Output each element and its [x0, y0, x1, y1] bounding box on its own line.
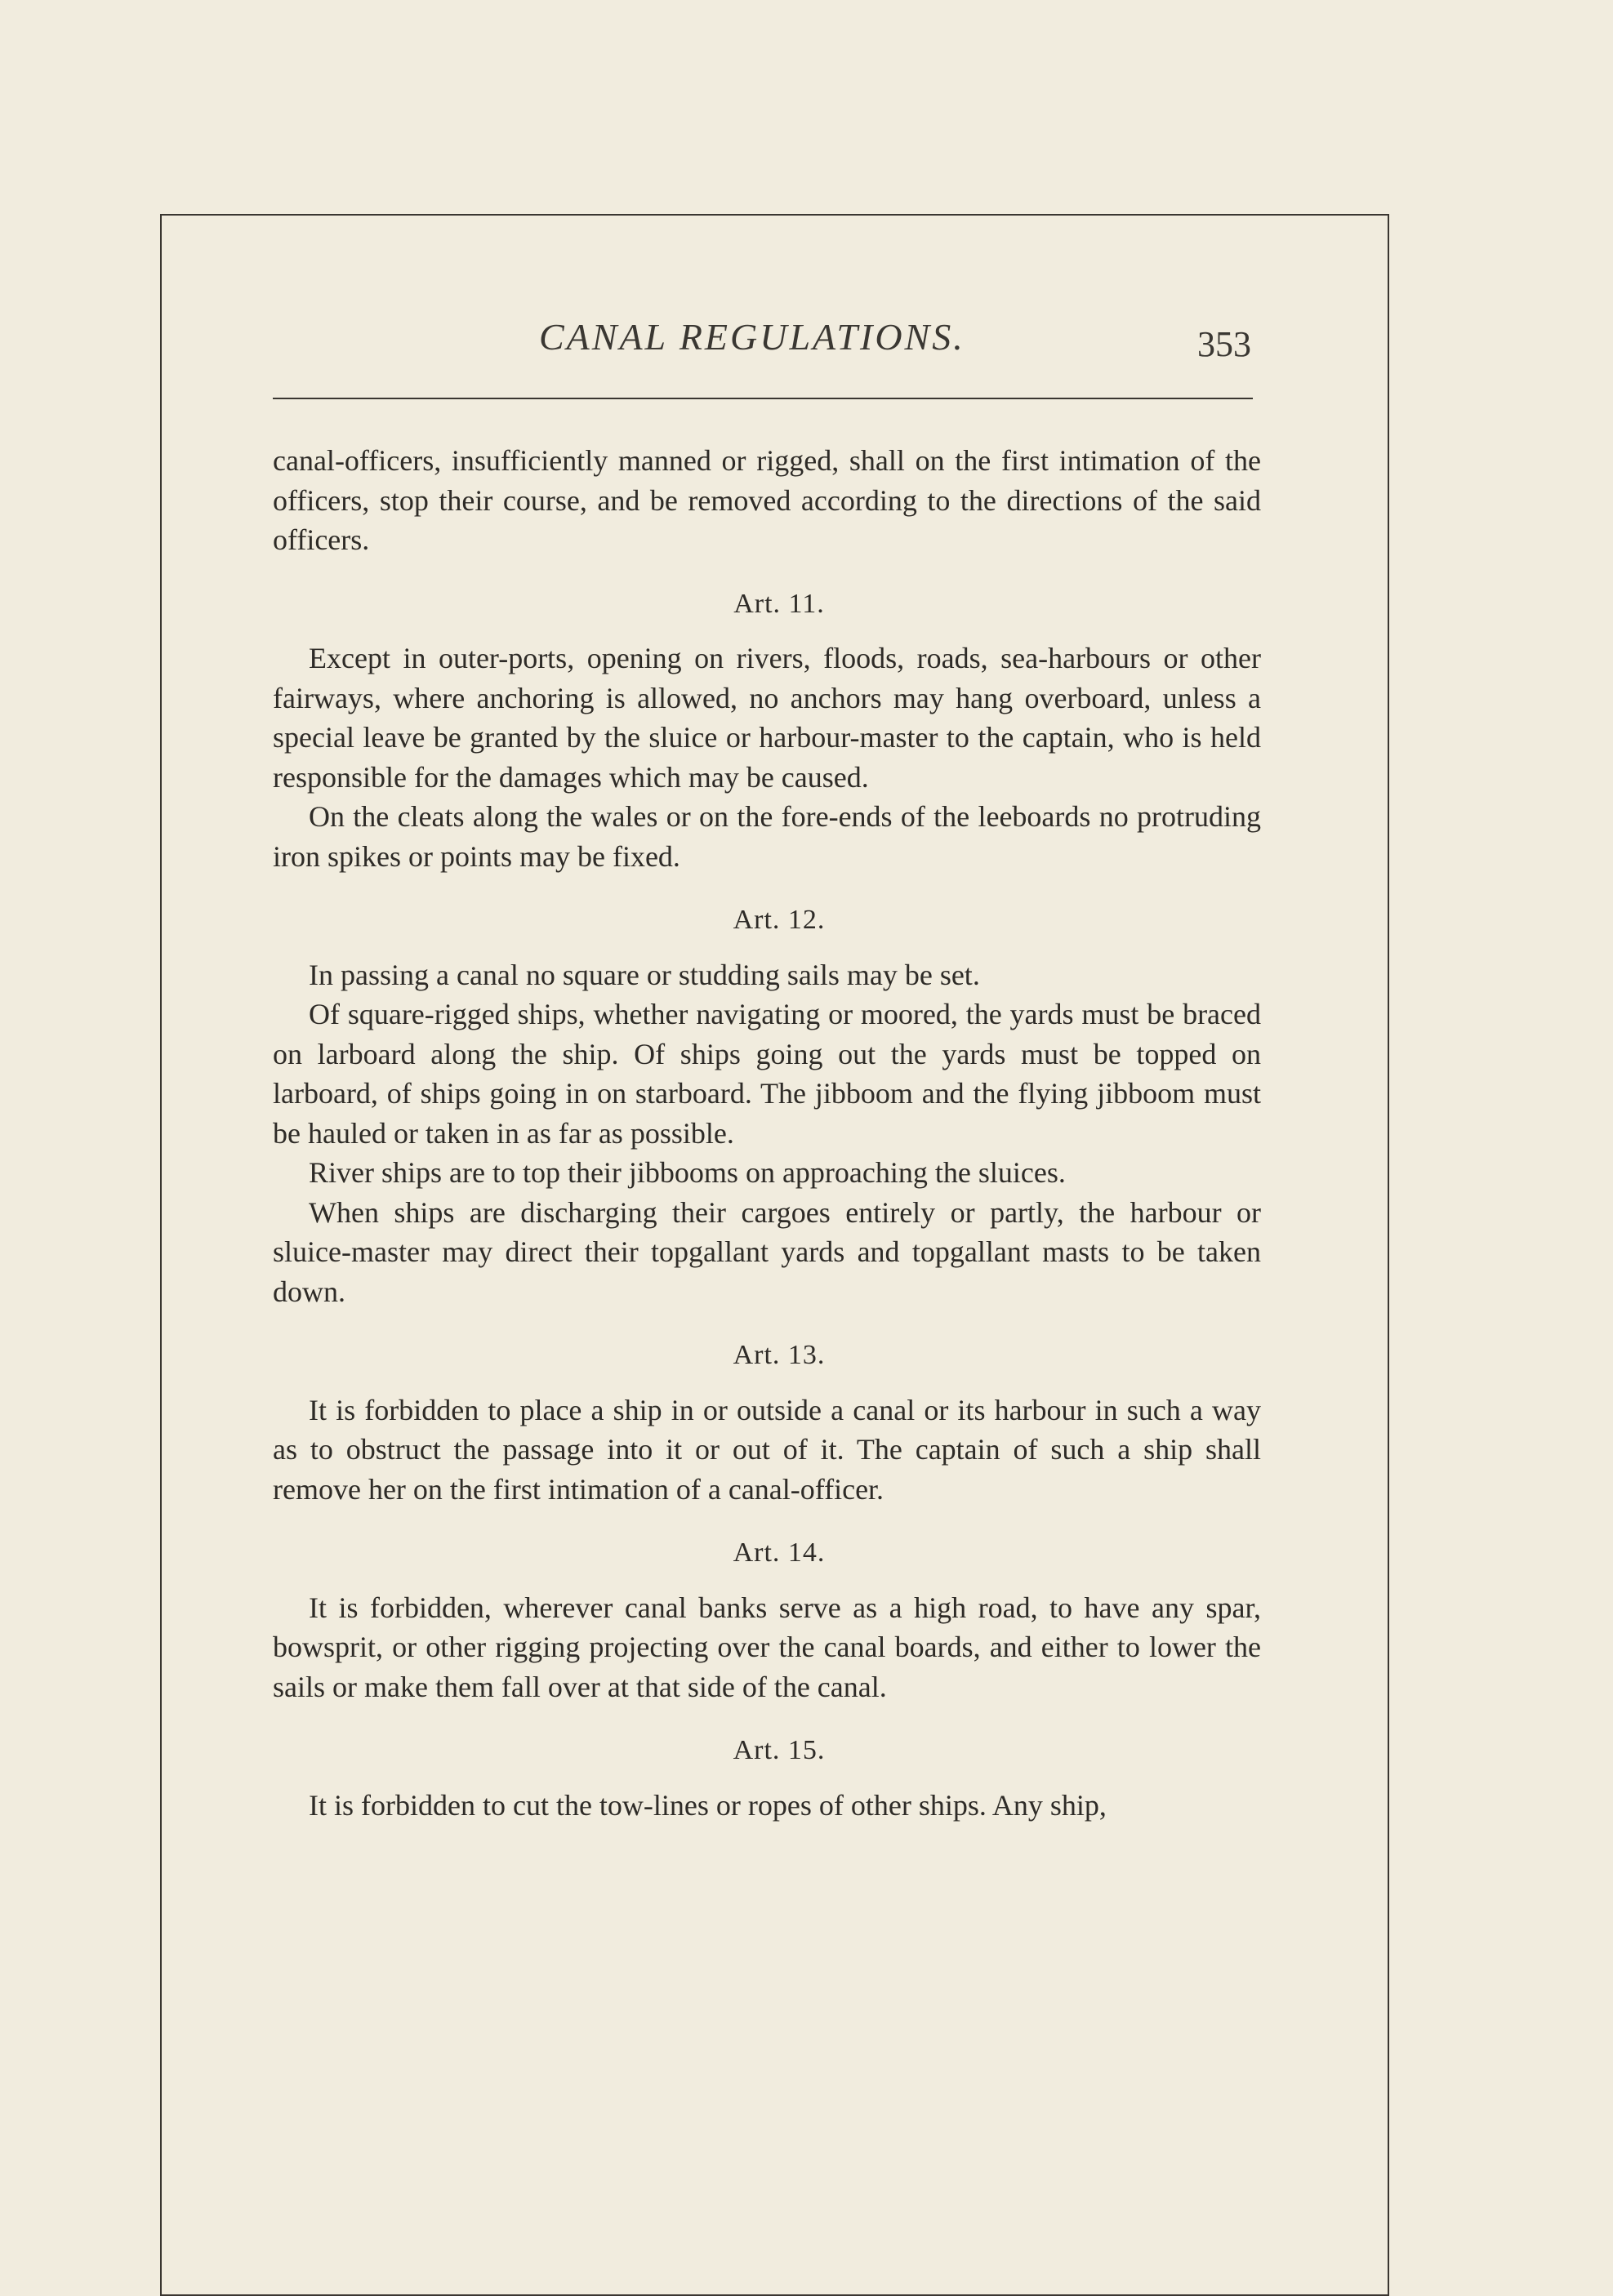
article-heading-15: Art. 15. — [733, 1735, 826, 1765]
article-14-paragraph-1: It is forbidden, wherever canal banks serve as a high road, to have any spar, bowsprit, or other rigging projecting over the canal boards, and either to lower the sails or make them fall over at that side of the canal. — [273, 1591, 1261, 1703]
article-11-paragraph-1: Except in outer-ports, opening on rivers, floods, roads, sea-harbours or other fairways, where anchoring is allowed, no anchors may hang overboard, unless a special leave be granted by the sluice or harbour-master to the captain, who is held responsible for the damages which may be caused. — [273, 642, 1261, 794]
running-head: CANAL REGULATIONS. — [539, 316, 965, 358]
article-heading-13: Art. 13. — [733, 1340, 826, 1370]
article-heading-11: Art. 11. — [733, 588, 825, 619]
header-rule — [273, 398, 1253, 399]
article-11-paragraph-2: On the cleats along the wales or on the fore-ends of the leeboards no protruding iron spikes or points may be fixed. — [273, 800, 1261, 873]
article-12-paragraph-2: Of square-rigged ships, whether navigating or moored, the yards must be braced on larboard along the ship. Of ships going out the yards must be topped on larboard, of ships going in on starboard. The jibboom and the flying jibboom must be hauled or taken in as far as possible. — [273, 998, 1261, 1150]
article-heading-14: Art. 14. — [733, 1537, 826, 1568]
page-body — [273, 441, 1261, 1825]
page-number: 353 — [1197, 324, 1251, 364]
article-13-paragraph-1: It is forbidden to place a ship in or outside a canal or its harbour in such a way as to obstruct the passage into it or out of it. The captain of such a ship shall remove her on the first intimation of a canal-officer. — [273, 1393, 1261, 1506]
article-12-paragraph-1: In passing a canal no square or studding sails may be set. — [309, 958, 980, 991]
article-12-paragraph-3: River ships are to top their jibbooms on approaching the sluices. — [309, 1156, 1066, 1189]
continuation-paragraph: canal-officers, insufficiently manned or rigged, shall on the first intimation of the officers, stop their course, and be removed according to the directions of the said officers. — [273, 444, 1261, 556]
article-heading-12: Art. 12. — [733, 905, 826, 935]
article-15-paragraph-1: It is forbidden to cut the tow-lines or ropes of other ships. Any ship, — [309, 1788, 1107, 1822]
article-12-paragraph-4: When ships are discharging their cargoes entirely or partly, the harbour or sluice-master may direct their topgallant yards and topgallant masts to be taken down. — [273, 1195, 1261, 1308]
